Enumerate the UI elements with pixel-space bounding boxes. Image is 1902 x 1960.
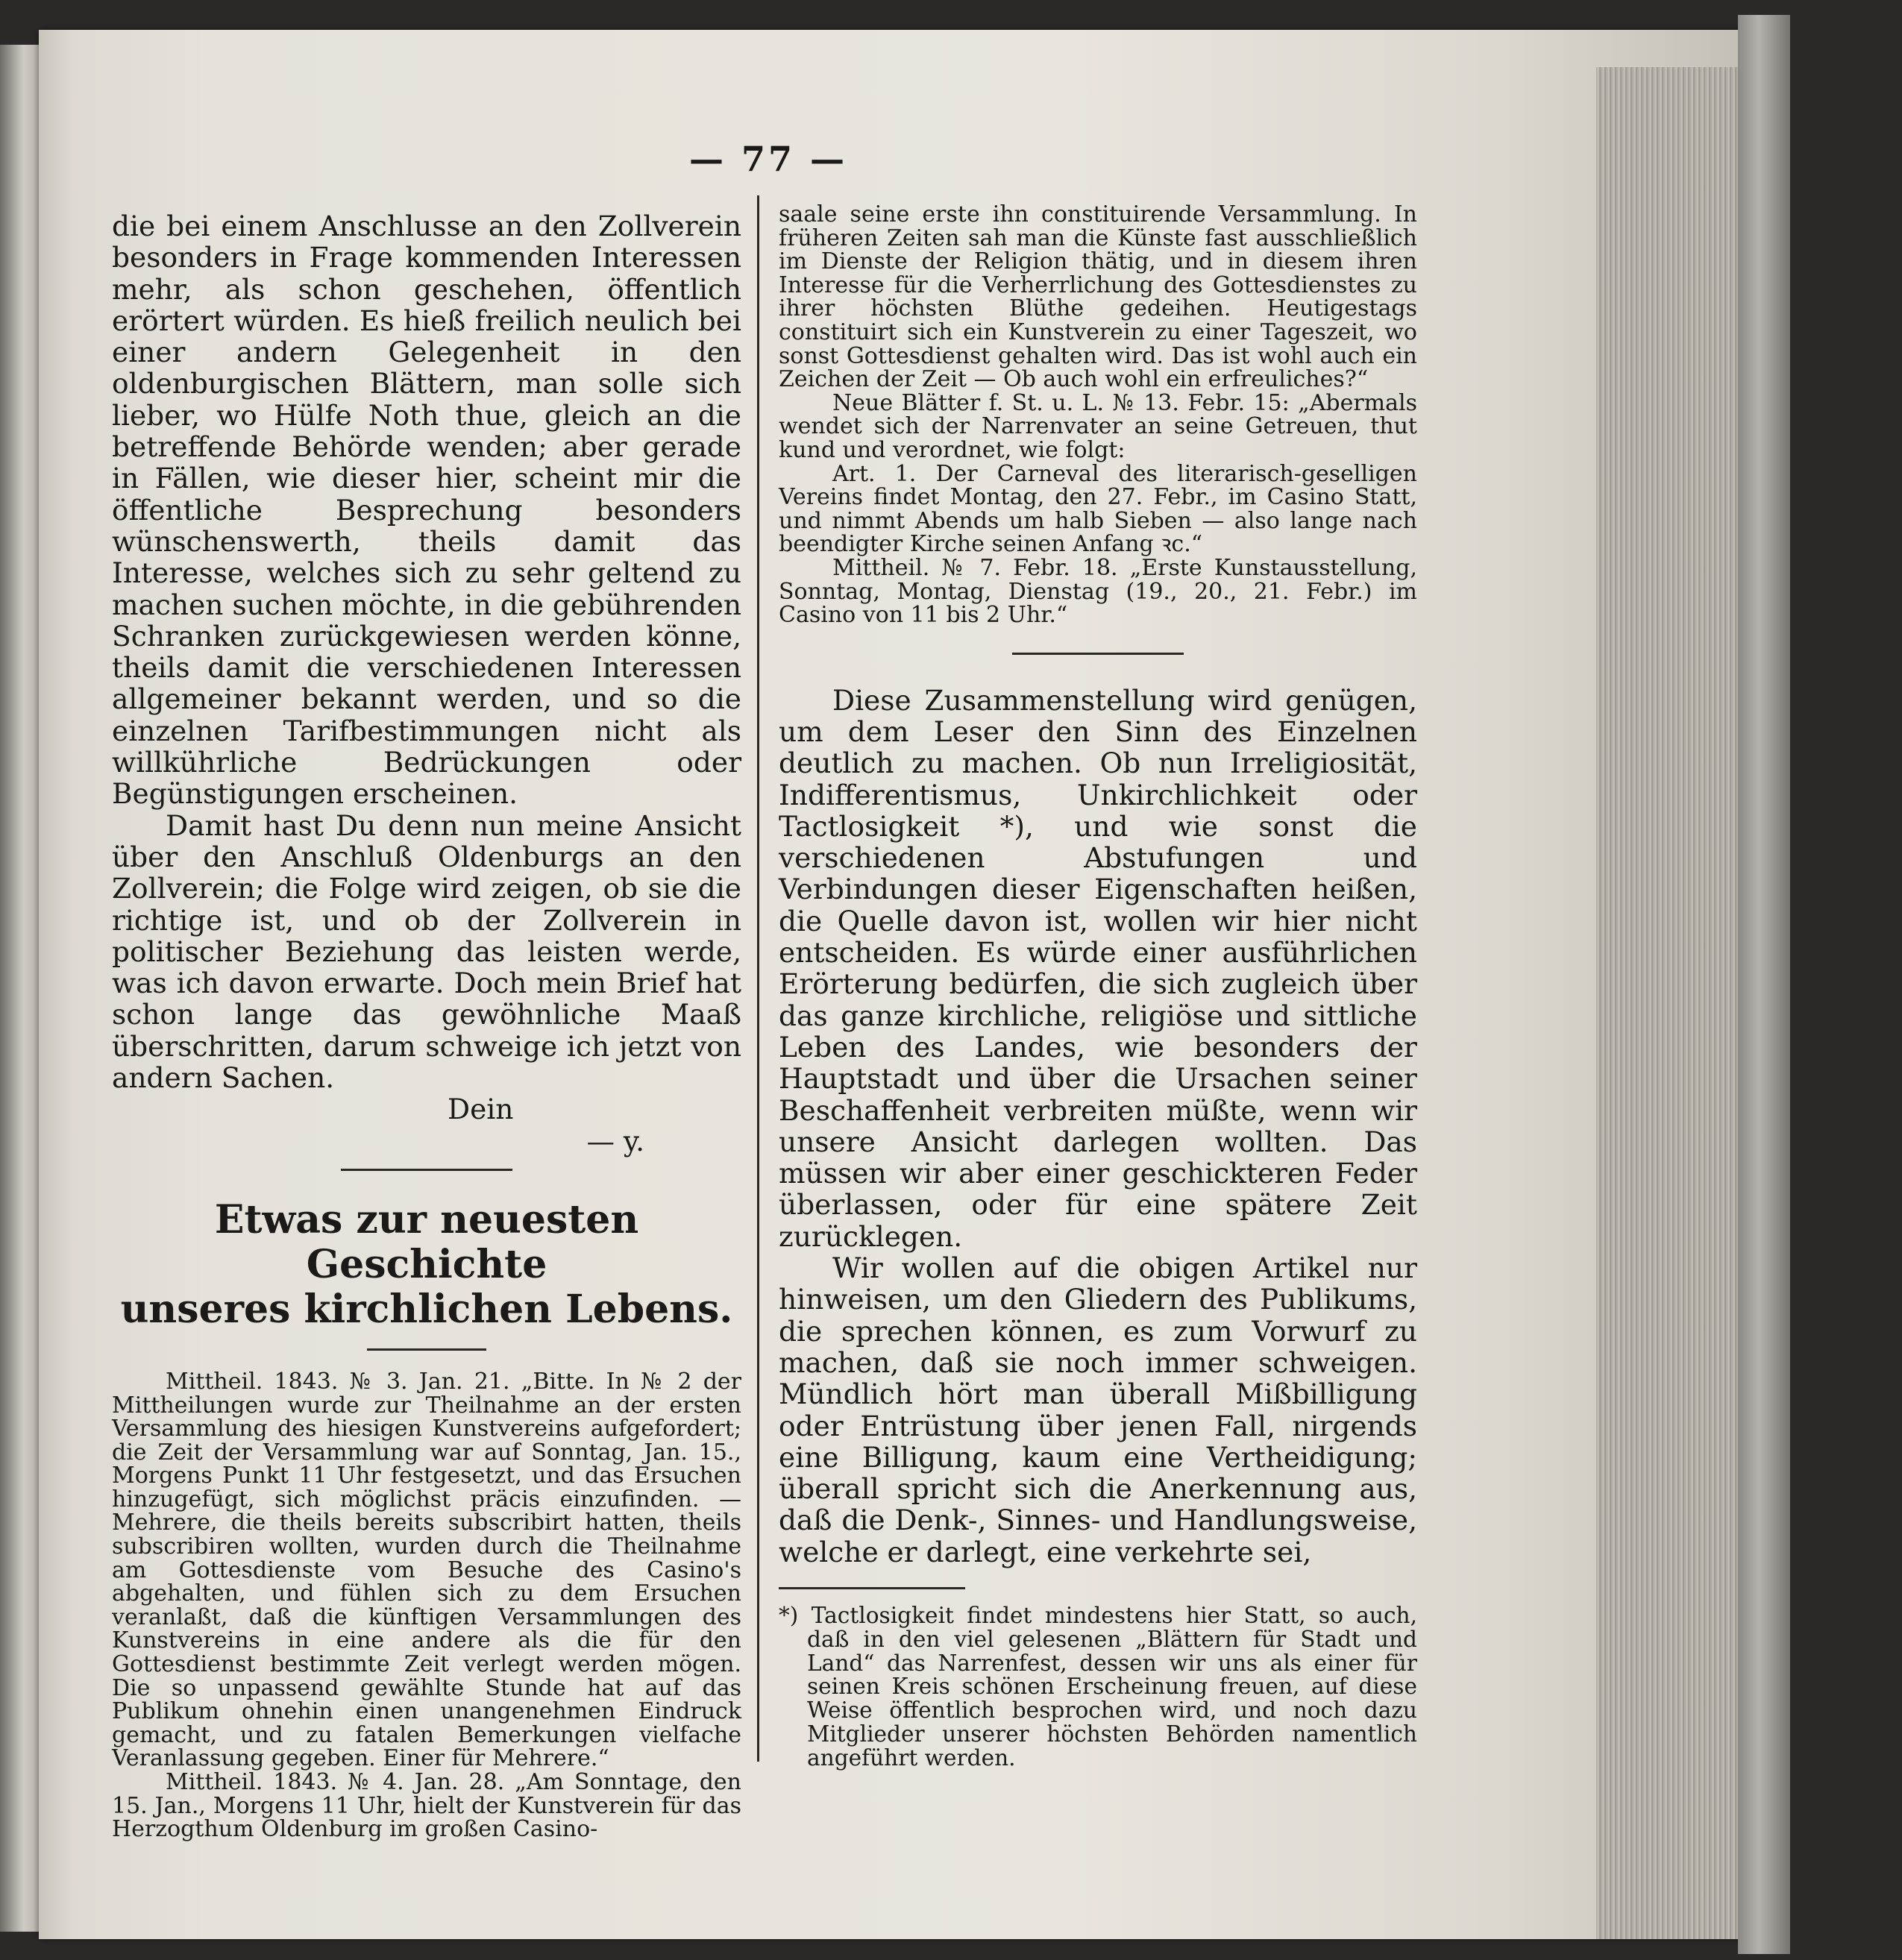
left-column	[112, 210, 741, 1841]
section-rule	[1012, 653, 1184, 655]
section-rule	[341, 1169, 512, 1171]
letter-closing: Dein	[448, 1093, 514, 1126]
paragraph: Diese Zusammenstellung wird genügen, um dem Leser den Sinn des Einzelnen deutlich zu machen. Ob nun Irreligiosität, Indifferentismus, Unkirchlichkeit oder Tactlosigkeit *), und wie sonst die verschiedenen Abstufungen und Verbindungen dieser Eigenschaften heißen, die Quelle davon ist, wollen wir hier nicht entscheiden. Es würde einer ausführlichen Erörterung bedürfen, die sich zugleich über das ganze kirchliche, religiöse und sittliche Leben des Landes, wie besonders der Hauptstadt und über die Ursachen seiner Beschaffenheit verbreiten müßte, wenn wir unsere Ansicht darlegen wollten. Das müssen wir aber einer geschickteren Feder überlassen, oder für eine spätere Zeit zurücklegen.	[779, 683, 1417, 1253]
section-heading-line: Etwas zur neuesten Geschichte	[214, 1196, 639, 1287]
quoted-excerpt: Mittheil. 1843. № 4. Jan. 28. „Am Sonntage, den 15. Jan., Morgens 11 Uhr, hielt der Kunstverein für das Herzogthum Oldenburg im großen Casino-	[112, 1769, 741, 1843]
quoted-excerpt-article: Art. 1. Der Carneval des literarisch-geselligen Vereins findet Montag, den 27. Febr., im Casino Statt, und nimmt Abends um halb Sieben — also lange nach beendigter Kirche seinen Anfang ꝛc.“	[779, 460, 1417, 558]
quoted-excerpt: saale seine erste ihn constituirende Versammlung. In früheren Zeiten sah man die Künste fast ausschließlich im Dienste der Religion thätig, und in diesem ihren Interesse für die Verherrlichung des Gottesdienstes zu ihrer höchsten Blüthe gedeihen. Heutigestags constituirt sich ein Kunstverein zu einer Tageszeit, wo sonst Gottesdienst gehalten wird. Das ist wohl auch ein Zeichen der Zeit — Ob auch wohl ein erfreuliches?“	[779, 201, 1417, 393]
column-divider	[757, 195, 759, 1762]
paragraph: Wir wollen auf die obigen Artikel nur hinweisen, um den Gliedern des Publikums, die sprechen können, es zum Vorwurf zu machen, daß sie noch immer schweigen. Mündlich hört man überall Mißbilligung oder Entrüstung über jenen Fall, nirgends eine Billigung, kaum eine Vertheidigung; überall spricht sich die Anerkennung aus, daß die Denk-, Sinnes- und Handlungsweise, welche er darlegt, eine verkehrte sei,	[779, 1251, 1417, 1568]
footnote: *) Tactlosigkeit findet mindestens hier Statt, so auch, daß in den viel gelesenen „Blättern für Stadt und Land“ das Narrenfest, dessen wir uns als einer für seinen Kreis schönen Erscheinung freuen, auf diese Weise öffentlich besprochen wird, und noch dazu Mitglieder unserer höchsten Behörden namentlich angeführt werden.	[779, 1603, 1417, 1771]
paragraph: Damit hast Du denn nun meine Ansicht über den Anschluß Oldenburgs an den Zollverein; die Folge wird zeigen, ob sie die richtige ist, und ob der Zollverein in politischer Beziehung das leisten werde, was ich davon erwarte. Doch mein Brief hat schon lange das gewöhnliche Maaß überschritten, darum schweige ich jetzt von andern Sachen.	[112, 808, 741, 1095]
letter-signature: — y.	[586, 1124, 644, 1158]
paragraph: die bei einem Anschlusse an den Zollverein besonders in Frage kommenden Interessen mehr, als schon geschehen, öffentlich erörtert würden. Es hieß freilich neulich bei einer andern Gelegenheit in den oldenburgischen Blättern, man solle sich lieber, wo Hülfe Noth thue, gleich an die betreffende Behörde wenden; aber gerade in Fällen, wie dieser hier, scheint mir die öffentliche Besprechung besonders wünschenswerth, theils damit das Interesse, welches sich zu sehr geltend zu machen suchen möchte, in die gebührenden Schranken zurückgewiesen werden könne, theils damit die verschiedenen Interessen allgemeiner bekannt werden, und so die einzelnen Tarifbestimmungen nicht als willkührliche Bedrückungen oder Begünstigungen erscheinen.	[112, 210, 741, 811]
quoted-excerpt: Mittheil. № 7. Febr. 18. „Erste Kunstausstellung, Sonntag, Montag, Dienstag (19., 20., 21. Febr.) im Casino von 11 bis 2 Uhr.“	[779, 554, 1417, 629]
quoted-excerpt: Mittheil. 1843. № 3. Jan. 21. „Bitte. In № 2 der Mittheilungen wurde zur Theilnahme an der ersten Versammlung des hiesigen Kunstvereins aufgefordert; die Zeit der Versammlung war auf Sonntag, Jan. 15., Morgens Punkt 11 Uhr festgesetzt, und das Ersuchen hinzugefügt, sich möglichst präcis einzufinden. — Mehrere, die theils bereits subscribirt hatten, theils subscribiren wollten, wurden durch die Theilnahme am Gottesdienste vom Besuche des Casino's abgehalten, und fühlen sich zu dem Ersuchen veranlaßt, daß die künftigen Versammlungen des Kunstvereins in eine andere als die für den Gottesdienst bestimmte Zeit verlegt werden mögen. Die so unpassend gewählte Stunde hat auf das Publikum ohnehin einen unangenehmen Eindruck gemacht, und zu fatalen Bemerkungen vielfache Veranlassung gegeben. Einer für Mehrere.“	[112, 1368, 741, 1772]
heading-rule	[367, 1348, 486, 1351]
section-heading-line: unseres kirchlichen Lebens.	[120, 1286, 733, 1332]
right-column	[779, 203, 1417, 1771]
page-number: — 77 —	[688, 139, 848, 179]
footnote-rule	[779, 1587, 965, 1589]
section-heading	[112, 1198, 741, 1332]
quoted-excerpt: Neue Blätter f. St. u. L. № 13. Febr. 15: „Abermals wendet sich der Narrenvater an seine Getreuen, thut kund und verordnet, wie folgt:	[779, 389, 1417, 463]
